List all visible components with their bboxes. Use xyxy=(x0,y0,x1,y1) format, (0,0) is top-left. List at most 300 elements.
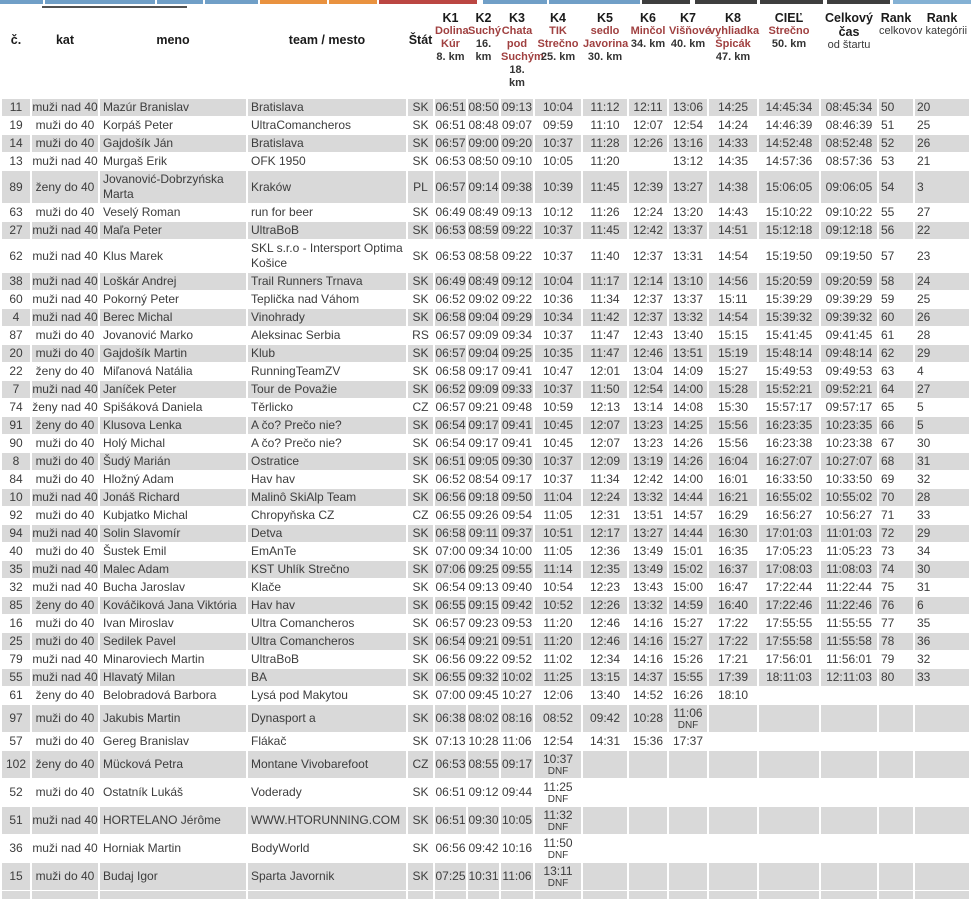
cell-k4-dnf xyxy=(535,807,581,834)
cell-meno: Gajdošík Ján xyxy=(100,135,246,152)
cell-ciel: 16:55:02 xyxy=(759,489,819,506)
checkpoint-km-label: 25. km xyxy=(540,51,576,63)
cell-k4: 10:12 xyxy=(542,205,574,219)
col-header-stat xyxy=(408,9,433,98)
col-header-k1 xyxy=(435,9,469,98)
cell-k4: 11:25 xyxy=(535,669,581,686)
cell-rankkat: 28 xyxy=(915,489,969,506)
cell-k8: 14:24 xyxy=(717,118,749,132)
cell-stat: SK xyxy=(412,841,429,855)
cell-k5: 12:46 xyxy=(589,616,621,630)
cell-k7-dnf xyxy=(669,705,707,732)
cell-k8: 14:25 xyxy=(709,99,757,116)
cell-k4: 10:51 xyxy=(535,525,581,542)
cell-k5: 11:10 xyxy=(590,118,620,132)
cell-k2: 09:09 xyxy=(468,328,499,342)
table-row xyxy=(2,651,969,668)
col-header-label: K4 xyxy=(550,11,566,25)
cell-k1: 06:57 xyxy=(435,328,466,342)
cell-k1: 06:55 xyxy=(435,670,466,684)
cell-k3: 09:42 xyxy=(501,598,533,612)
cell-stat: SK xyxy=(408,705,433,732)
cell-rankkat: 3 xyxy=(915,171,969,203)
cell-k8 xyxy=(709,751,757,778)
top-tab-segment[interactable] xyxy=(205,0,258,4)
top-tab-segment[interactable] xyxy=(760,0,823,4)
cell-k8: 16:04 xyxy=(709,453,757,470)
cell-total: 09:39:29 xyxy=(825,292,873,306)
cell-k4: 09:59 xyxy=(542,118,574,132)
cell-total: 09:19:50 xyxy=(825,248,873,263)
cell-k2: 08:02 xyxy=(468,705,499,732)
col-header-label: CIEĽ xyxy=(774,11,804,25)
cell-k1: 06:56 xyxy=(435,841,466,855)
cell-meno: Berec Michal xyxy=(100,309,246,326)
cell-rank xyxy=(879,835,913,862)
cell-k1: 06:56 xyxy=(435,490,466,504)
cell-rankkat xyxy=(915,835,969,862)
cell-no: 22 xyxy=(9,364,23,378)
cell-k8: 18:10 xyxy=(717,688,749,702)
cell-rankkat xyxy=(915,863,969,890)
checkpoint-km-label: 8. km xyxy=(436,51,465,63)
cell-total: 10:23:35 xyxy=(821,417,877,434)
cell-k3: 09:13 xyxy=(501,205,533,219)
cell-ciel: 15:49:53 xyxy=(765,364,813,378)
cell-meno: Ivan Miroslav xyxy=(103,616,174,630)
category-tab-bar xyxy=(0,0,971,8)
cell-k5: 12:46 xyxy=(583,633,627,650)
cell-k2: 08:48 xyxy=(468,118,499,132)
cell-stat: SK xyxy=(408,525,433,542)
cell-team: Teplička nad Váhom xyxy=(251,292,360,306)
cell-k4: 10:37 xyxy=(535,135,581,152)
cell-k8: 16:30 xyxy=(709,525,757,542)
cell-k2 xyxy=(468,891,499,899)
cell-no: 63 xyxy=(9,205,23,219)
cell-k1: 06:55 xyxy=(435,508,466,522)
cell-k2: 09:45 xyxy=(468,688,499,702)
cell-stat: SK xyxy=(412,580,429,594)
cell-ciel: 17:56:01 xyxy=(765,652,813,666)
cell-no: 92 xyxy=(9,508,23,522)
cell-rank xyxy=(879,779,913,806)
cell-k8 xyxy=(709,835,757,862)
cell-meno: Hložný Adam xyxy=(103,472,174,486)
cell-k3: 09:40 xyxy=(501,580,533,594)
cell-stat: SK xyxy=(412,436,429,450)
cell-k2: 09:22 xyxy=(468,652,499,666)
cell-k8 xyxy=(709,863,757,890)
table-row xyxy=(2,751,969,778)
cell-k2: 08:54 xyxy=(468,472,499,486)
cell-meno: Miľanová Natália xyxy=(103,364,193,378)
cell-k3: 10:02 xyxy=(501,670,533,684)
cell-k1: 06:55 xyxy=(435,598,466,612)
checkpoint-time: 11:25 xyxy=(543,780,573,794)
table-row xyxy=(2,579,969,596)
cell-kat: muži nad 40 xyxy=(32,490,98,504)
cell-k4: 12:06 xyxy=(542,688,574,702)
checkpoint-km-label: 30. km xyxy=(587,51,623,63)
cell-k3: 09:37 xyxy=(501,526,533,540)
cell-k2: 09:34 xyxy=(468,544,499,558)
dnf-flag: DNF xyxy=(677,720,699,731)
cell-total xyxy=(821,835,877,862)
cell-k5: 12:31 xyxy=(589,508,621,522)
cell-k4: 10:47 xyxy=(542,364,574,378)
cell-stat: SK xyxy=(412,544,429,558)
cell-rank xyxy=(879,705,913,732)
col-header-rankkat xyxy=(915,9,969,98)
cell-ciel xyxy=(759,863,819,890)
cell-total xyxy=(821,863,877,890)
cell-k3: 09:12 xyxy=(501,274,533,288)
cell-k6: 13:23 xyxy=(629,417,667,434)
cell-k5: 11:12 xyxy=(583,99,627,116)
top-tab-segment[interactable] xyxy=(260,0,327,4)
cell-k1: 06:58 xyxy=(435,364,466,378)
cell-total: 10:23:38 xyxy=(825,436,873,450)
checkpoint-km-label: 40. km xyxy=(670,38,706,50)
cell-k5: 09:42 xyxy=(583,705,627,732)
cell-k4: 10:36 xyxy=(542,292,574,306)
col-header-k8 xyxy=(709,9,760,98)
cell-k6 xyxy=(629,779,667,806)
cell-ciel: 14:45:34 xyxy=(759,99,819,116)
col-header-k7 xyxy=(669,9,711,98)
col-header-rank xyxy=(879,9,917,98)
cell-k3: 09:51 xyxy=(501,634,533,648)
table-row xyxy=(2,291,969,308)
cell-k3: 09:50 xyxy=(501,490,533,504)
cell-meno: Solin Slavomír xyxy=(100,525,246,542)
cell-ciel: 14:57:36 xyxy=(765,154,813,168)
table-row xyxy=(2,525,969,542)
cell-no: 14 xyxy=(2,135,30,152)
cell-kat: muži do 40 xyxy=(35,118,95,132)
cell-k2: 09:04 xyxy=(468,310,499,324)
cell-k4: 10:04 xyxy=(535,99,581,116)
cell-k8: 16:40 xyxy=(709,597,757,614)
cell-k5: 11:26 xyxy=(590,205,620,219)
cell-no: 51 xyxy=(2,807,30,834)
cell-k3: 09:53 xyxy=(501,616,533,630)
cell-total: 11:08:03 xyxy=(821,561,877,578)
checkpoint-km-label: 34. km xyxy=(630,38,666,50)
cell-k3: 10:05 xyxy=(501,807,533,834)
cell-rankkat: 6 xyxy=(915,597,969,614)
cell-k1: 06:52 xyxy=(435,292,466,306)
cell-k8: 14:54 xyxy=(717,248,749,263)
cell-k5: 12:36 xyxy=(589,544,621,558)
cell-k3: 09:34 xyxy=(501,328,533,342)
cell-k4: 12:54 xyxy=(542,734,574,748)
cell-k6: 12:07 xyxy=(632,118,664,132)
cell-meno: Klus Marek xyxy=(103,248,164,263)
checkpoint-place-label: Višňové xyxy=(669,25,711,37)
top-tab-segment[interactable] xyxy=(642,0,690,4)
cell-team xyxy=(248,891,406,899)
cell-stat: SK xyxy=(408,222,433,239)
top-tab-segment[interactable] xyxy=(483,0,547,4)
cell-rankkat xyxy=(915,687,969,704)
checkpoint-place-label: vyhliadka Špicák xyxy=(709,25,760,50)
cell-stat: SK xyxy=(412,688,429,702)
cell-meno: Jakubis Martin xyxy=(100,705,246,732)
cell-team: Sparta Javornik xyxy=(248,863,406,890)
cell-rankkat: 5 xyxy=(915,417,969,434)
cell-kat: muži do 40 xyxy=(35,734,95,748)
cell-k8: 17:22 xyxy=(717,616,749,630)
cell-k1: 06:57 xyxy=(435,400,466,414)
cell-rank xyxy=(879,891,913,899)
cell-total: 11:22:46 xyxy=(821,597,877,614)
cell-k2: 08:49 xyxy=(468,274,499,288)
table-row xyxy=(2,381,969,398)
cell-k5: 11:47 xyxy=(583,345,627,362)
cell-kat: muži do 40 xyxy=(32,345,98,362)
cell-k6: 12:37 xyxy=(632,248,664,263)
cell-total: 09:06:05 xyxy=(821,171,877,203)
cell-k3: 11:06 xyxy=(501,863,533,890)
cell-rankkat: 21 xyxy=(917,154,931,168)
cell-no: 74 xyxy=(9,400,23,414)
cell-k7: 15:27 xyxy=(669,633,707,650)
cell-ciel: 15:20:59 xyxy=(759,273,819,290)
cell-kat: muži nad 40 xyxy=(32,154,98,168)
top-tab-segment[interactable] xyxy=(827,0,890,4)
cell-meno: Mazúr Branislav xyxy=(100,99,246,116)
col-header-sublabel: od štartu xyxy=(827,39,871,51)
cell-k1: 06:58 xyxy=(435,310,466,324)
cell-k1: 06:51 xyxy=(435,785,466,799)
cell-k7: 13:06 xyxy=(669,99,707,116)
cell-k8: 15:30 xyxy=(717,400,749,414)
cell-ciel: 15:10:22 xyxy=(765,205,813,219)
cell-k2: 08:59 xyxy=(468,223,499,237)
cell-stat: RS xyxy=(412,328,429,342)
cell-rank: 63 xyxy=(881,364,895,378)
top-tab-segment[interactable] xyxy=(549,0,640,4)
cell-rankkat: 30 xyxy=(917,436,931,450)
top-tab-segment[interactable] xyxy=(893,0,971,4)
cell-k6: 13:23 xyxy=(632,436,664,450)
cell-ciel: 14:52:48 xyxy=(759,135,819,152)
cell-k4: 10:04 xyxy=(535,273,581,290)
cell-total: 09:10:22 xyxy=(825,205,873,219)
table-row xyxy=(2,453,969,470)
cell-k6: 13:19 xyxy=(629,453,667,470)
cell-rank xyxy=(879,807,913,834)
table-row xyxy=(2,687,969,704)
cell-k2: 09:23 xyxy=(468,616,499,630)
cell-no: 16 xyxy=(9,616,23,630)
cell-k8: 17:22 xyxy=(709,633,757,650)
cell-k3: 10:16 xyxy=(501,841,533,855)
cell-kat: muži do 40 xyxy=(35,544,95,558)
cell-k1: 06:51 xyxy=(435,100,466,114)
table-row xyxy=(2,561,969,578)
cell-k4: 10:45 xyxy=(535,417,581,434)
cell-k7: 13:10 xyxy=(669,273,707,290)
cell-k1: 06:54 xyxy=(435,418,466,432)
cell-rankkat: 31 xyxy=(915,453,969,470)
cell-no: 15 xyxy=(2,863,30,890)
cell-k8: 16:37 xyxy=(709,561,757,578)
cell-ciel xyxy=(759,733,819,750)
cell-rank: 74 xyxy=(879,561,913,578)
cell-team: KST Uhlík Strečno xyxy=(248,561,406,578)
col-header-label: č. xyxy=(10,33,22,47)
cell-k2: 09:13 xyxy=(468,580,499,594)
cell-rankkat: 4 xyxy=(917,364,924,378)
cell-k5: 11:50 xyxy=(583,381,627,398)
cell-stat: SK xyxy=(408,597,433,614)
cell-k6: 14:37 xyxy=(629,669,667,686)
cell-k3: 09:52 xyxy=(501,652,533,666)
col-header-label: K6 xyxy=(640,11,656,25)
cell-team: Lysá pod Makytou xyxy=(251,688,348,702)
cell-k3: 09:41 xyxy=(501,364,533,378)
cell-rankkat: 34 xyxy=(917,544,931,558)
cell-k2: 09:00 xyxy=(468,136,499,150)
cell-k6: 13:49 xyxy=(629,561,667,578)
cell-k3: 09:22 xyxy=(501,223,533,237)
col-header-meno xyxy=(100,9,246,98)
top-tab-segment[interactable] xyxy=(329,0,377,4)
cell-rankkat: 35 xyxy=(917,616,931,630)
cell-meno: Holý Michal xyxy=(103,436,166,450)
cell-k6 xyxy=(629,863,667,890)
cell-stat: SK xyxy=(412,154,429,168)
cell-team: A čo? Prečo nie? xyxy=(251,436,342,450)
cell-k8: 15:27 xyxy=(717,364,749,378)
cell-k2: 10:31 xyxy=(468,863,499,890)
cell-k6: 12:26 xyxy=(629,135,667,152)
cell-k2: 10:28 xyxy=(468,734,499,748)
cell-kat: muži do 40 xyxy=(32,863,98,890)
cell-k6: 14:52 xyxy=(632,688,664,702)
top-tab-segment[interactable] xyxy=(45,0,155,4)
table-row xyxy=(2,863,969,890)
cell-k2: 09:21 xyxy=(468,400,499,414)
cell-k3: 11:06 xyxy=(502,734,532,748)
cell-k4: 10:54 xyxy=(542,580,574,594)
col-header-label: meno xyxy=(156,33,190,47)
cell-stat: SK xyxy=(408,309,433,326)
cell-stat: SK xyxy=(408,561,433,578)
cell-k2: 09:04 xyxy=(468,346,499,360)
cell-k6: 12:37 xyxy=(629,309,667,326)
cell-k7 xyxy=(669,891,707,899)
cell-no: 20 xyxy=(2,345,30,362)
cell-meno: Pokorný Peter xyxy=(103,292,180,306)
cell-k1: 06:53 xyxy=(435,154,466,168)
cell-k7 xyxy=(669,835,707,862)
cell-k8: 17:39 xyxy=(709,669,757,686)
top-tab-segment[interactable] xyxy=(695,0,757,4)
cell-no: 40 xyxy=(9,544,23,558)
cell-k2: 08:50 xyxy=(468,100,499,114)
cell-kat: muži do 40 xyxy=(32,135,98,152)
cell-rankkat: 33 xyxy=(915,669,969,686)
cell-k6: 15:36 xyxy=(632,734,664,748)
cell-k7: 13:27 xyxy=(669,171,707,203)
col-header-k3 xyxy=(501,9,544,98)
cell-ciel: 17:08:03 xyxy=(759,561,819,578)
top-tab-segment[interactable] xyxy=(379,0,477,4)
cell-kat: ženy do 40 xyxy=(35,364,95,378)
cell-meno: Spišáková Daniela xyxy=(103,400,203,414)
checkpoint-time: 13:11 xyxy=(543,864,573,878)
checkpoint-place-label: Minčol xyxy=(630,25,666,37)
cell-k7: 14:44 xyxy=(669,525,707,542)
cell-k6: 12:43 xyxy=(632,328,664,342)
cell-k2: 09:09 xyxy=(468,382,499,396)
cell-rankkat xyxy=(915,705,969,732)
cell-k2: 09:17 xyxy=(468,436,499,450)
cell-rankkat: 25 xyxy=(917,118,931,132)
cell-k7: 13:32 xyxy=(669,309,707,326)
cell-no: 36 xyxy=(9,841,23,855)
cell-kat: ženy do 40 xyxy=(32,417,98,434)
cell-team: Malinô SkiAlp Team xyxy=(248,489,406,506)
cell-k6: 13:49 xyxy=(632,544,664,558)
col-header-label: K2 xyxy=(475,11,492,25)
cell-rank: 67 xyxy=(881,436,895,450)
table-row xyxy=(2,597,969,614)
cell-k2: 09:18 xyxy=(468,490,499,504)
cell-team: Bratislava xyxy=(248,135,406,152)
cell-k3: 09:20 xyxy=(501,136,533,150)
col-header-label: kat xyxy=(55,33,75,47)
top-tab-segment[interactable] xyxy=(0,0,43,4)
cell-no: 102 xyxy=(2,751,30,778)
cell-ciel: 17:05:23 xyxy=(765,544,813,558)
cell-no: 13 xyxy=(9,154,23,168)
cell-ciel: 17:55:58 xyxy=(759,633,819,650)
table-row xyxy=(2,417,969,434)
cell-k1: 06:38 xyxy=(435,705,466,732)
top-tab-segment[interactable] xyxy=(157,0,203,4)
dnf-flag: DNF xyxy=(547,766,569,777)
cell-total xyxy=(821,751,877,778)
cell-k4: 10:37 xyxy=(535,453,581,470)
cell-k2: 09:21 xyxy=(468,634,499,648)
cell-stat: SK xyxy=(412,616,429,630)
cell-k6: 10:28 xyxy=(629,705,667,732)
cell-team: Trail Runners Trnava xyxy=(248,273,406,290)
cell-k5: 11:40 xyxy=(590,248,620,263)
cell-k7: 14:26 xyxy=(669,453,707,470)
cell-team: Kraków xyxy=(248,171,406,203)
cell-k6: 12:54 xyxy=(629,381,667,398)
table-row xyxy=(2,240,969,272)
cell-no: 11 xyxy=(2,99,30,116)
cell-k8: 16:47 xyxy=(717,580,749,594)
cell-ciel: 15:12:18 xyxy=(759,222,819,239)
cell-no: 52 xyxy=(9,785,23,799)
cell-total: 11:55:55 xyxy=(826,616,872,630)
cell-total xyxy=(821,705,877,732)
cell-k6: 13:27 xyxy=(629,525,667,542)
cell-kat: muži nad 40 xyxy=(32,807,98,834)
col-header-label: team / mesto xyxy=(288,33,366,47)
cell-meno: Janíček Peter xyxy=(100,381,246,398)
col-header-label: Rank xyxy=(880,11,912,25)
cell-no: 4 xyxy=(2,309,30,326)
